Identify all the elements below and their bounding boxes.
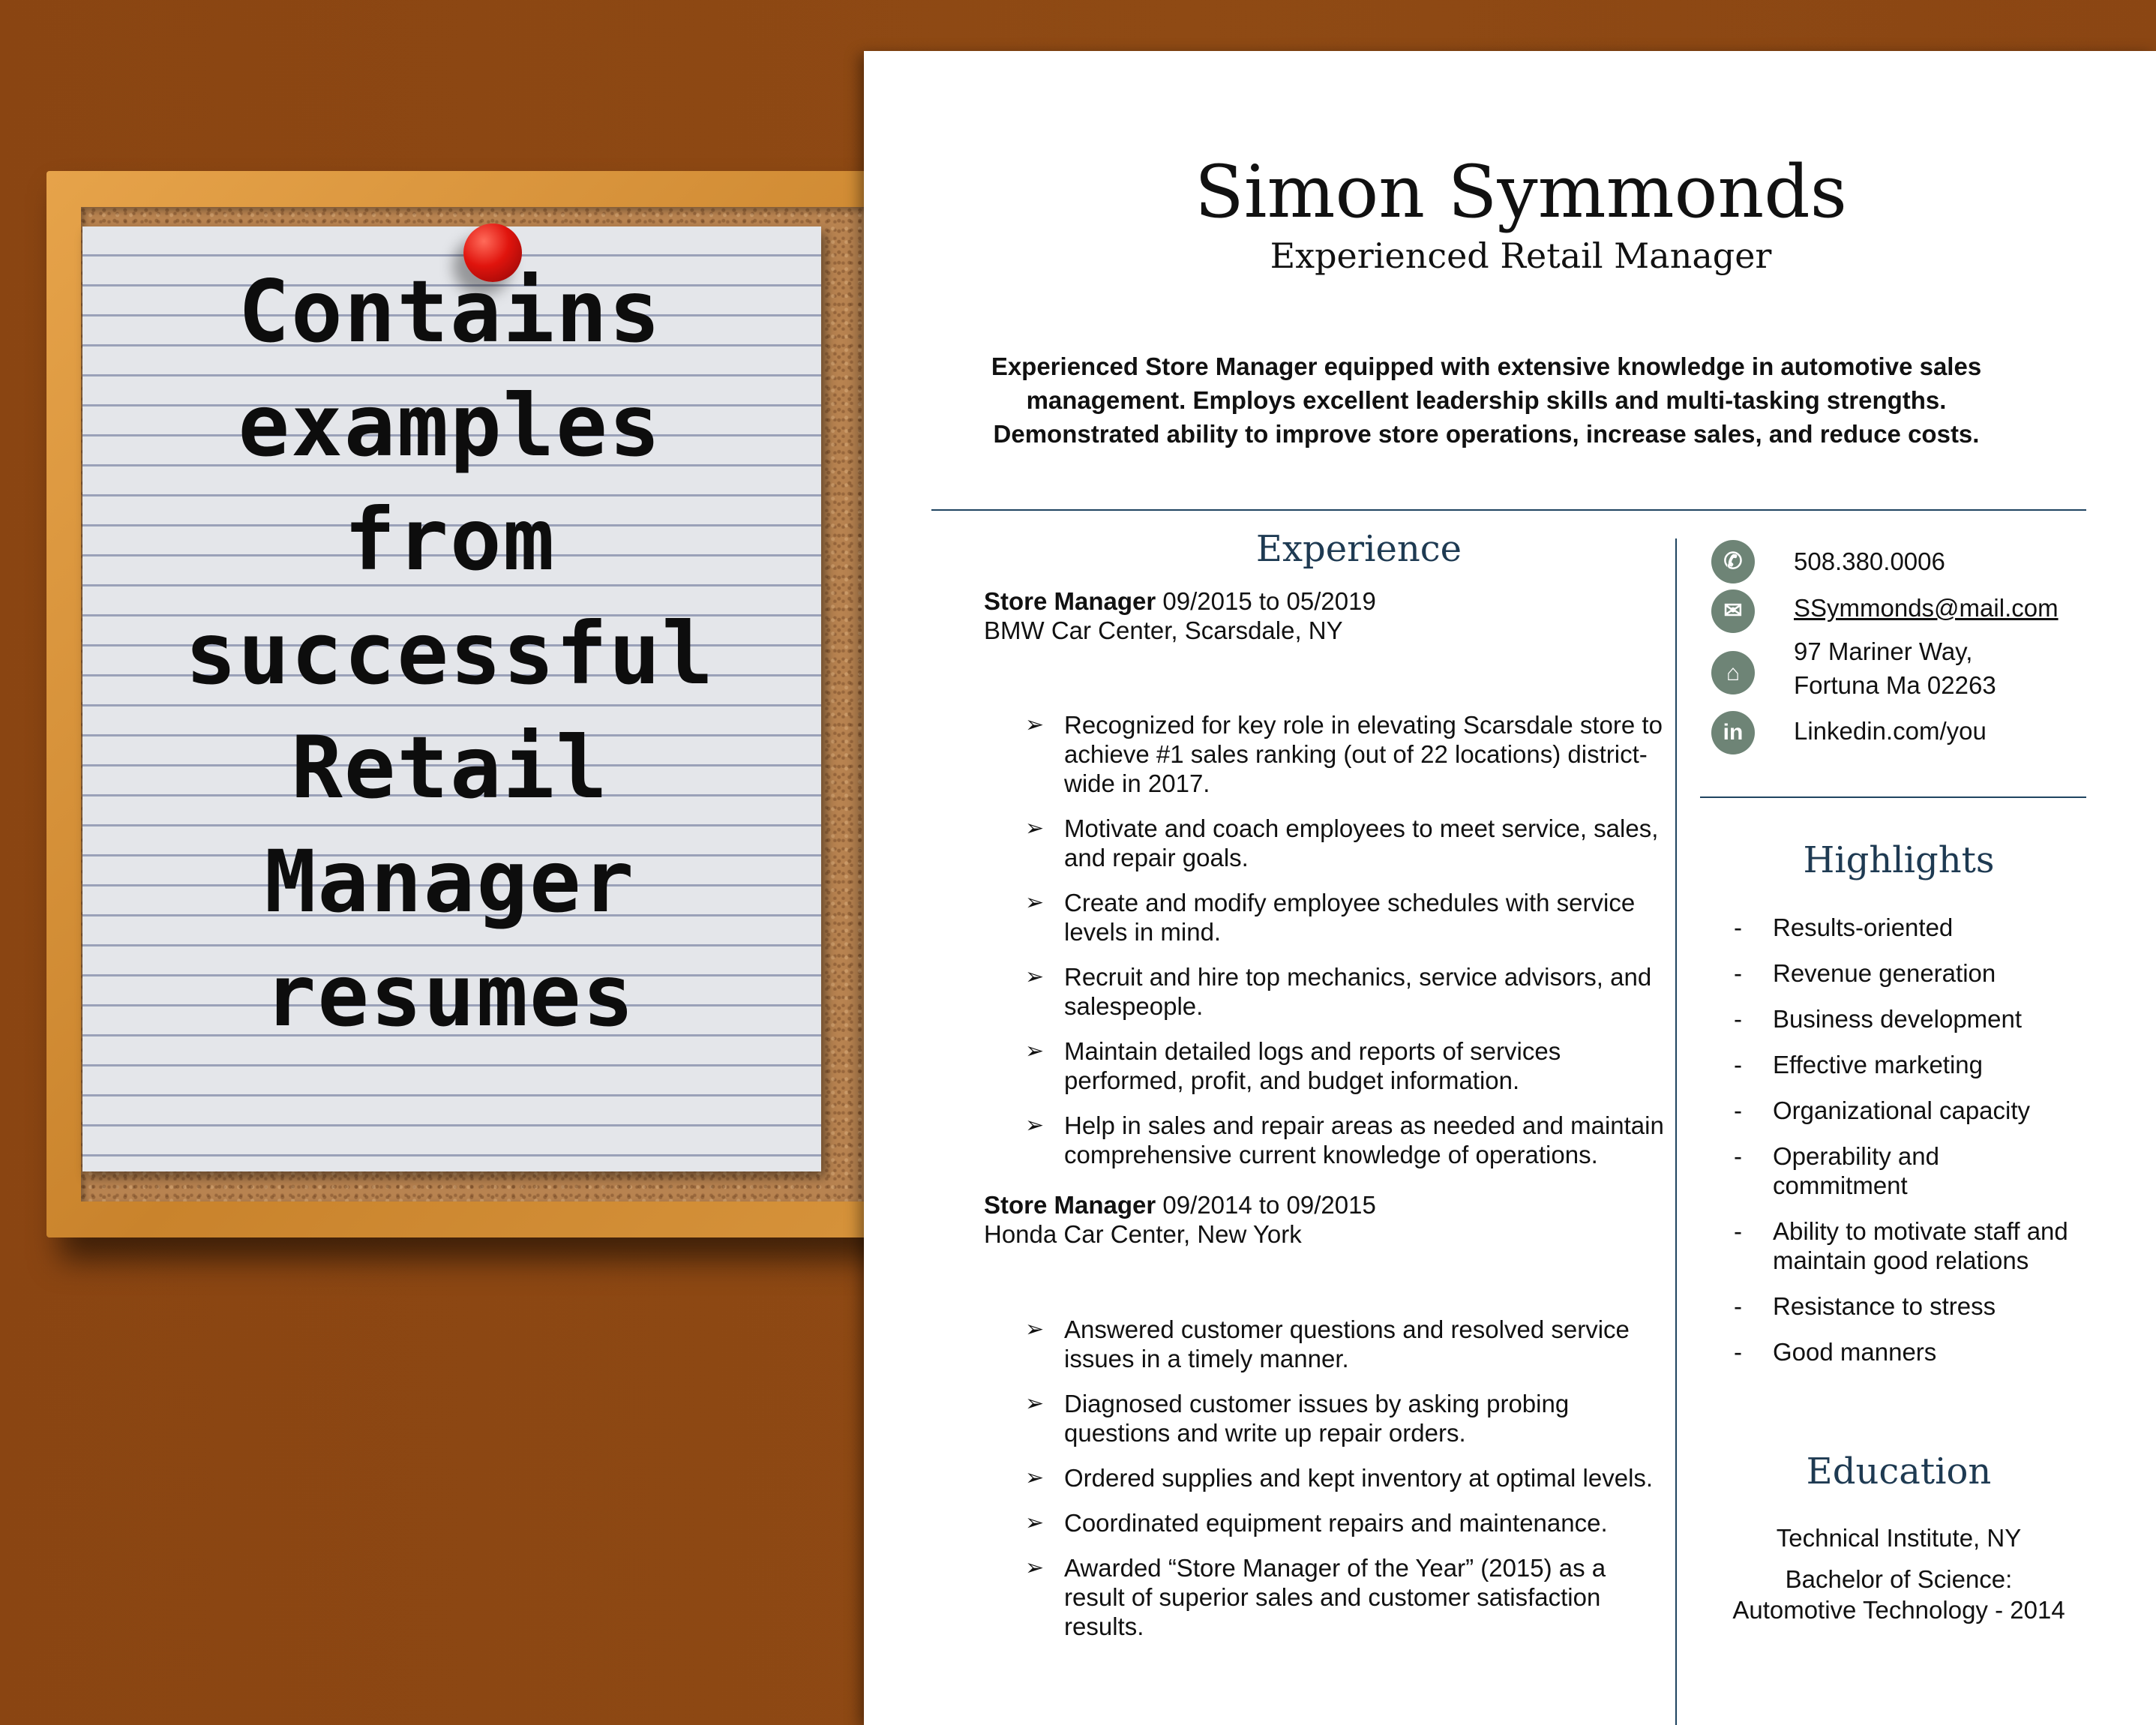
- contact-phone: ✆ 508.380.0006: [1711, 540, 2131, 584]
- resume-name: Simon Symmonds: [1194, 150, 1848, 234]
- column-divider: [1675, 538, 1677, 1725]
- note-line: Manager: [264, 832, 636, 932]
- job-bullets: [1025, 1315, 1670, 1657]
- job-company: Honda Car Center, New York: [984, 1220, 1302, 1248]
- arrow-bullet-icon: ➢: [1025, 816, 1045, 841]
- divider: [1700, 796, 2086, 798]
- list-item: ➢ Recruit and hire top mechanics, service advisors, and salespeople.: [1025, 963, 1652, 1020]
- job-header: [984, 586, 1659, 645]
- list-item: - Results-oriented: [1734, 914, 1954, 941]
- list-item: ➢ Coordinated equipment repairs and maintenance.: [1025, 1509, 1608, 1537]
- arrow-bullet-icon: ➢: [1025, 1391, 1045, 1416]
- job-role: Store Manager: [984, 1191, 1156, 1219]
- linkedin-icon: in: [1711, 711, 1755, 754]
- arrow-bullet-icon: ➢: [1025, 1317, 1045, 1342]
- job-dates: 09/2015 to 05/2019: [1162, 587, 1376, 615]
- arrow-bullet-icon: ➢: [1025, 1556, 1045, 1580]
- job-role: Store Manager: [984, 587, 1156, 615]
- note-handwritten-text: [112, 255, 787, 1053]
- phone-icon: ✆: [1711, 540, 1755, 584]
- home-icon: ⌂: [1711, 651, 1755, 694]
- list-item: - Organizational capacity: [1734, 1096, 2031, 1124]
- list-item: ➢ Maintain detailed logs and reports of services performed, profit, and budget information.: [1025, 1037, 1561, 1094]
- note-line: from: [343, 490, 556, 590]
- contact-list: [1711, 540, 2131, 748]
- list-item: - Effective marketing: [1734, 1051, 1984, 1078]
- resume-page: [864, 51, 2156, 1725]
- list-item: ➢ Recognized for key role in elevating Scarsdale store to achieve #1 sales ranking (out of 22 locations) district-wide in 2017.: [1025, 711, 1663, 797]
- list-item: ➢ Ordered supplies and kept inventory at optimal levels.: [1025, 1464, 1654, 1492]
- list-item: - Resistance to stress: [1734, 1292, 1996, 1320]
- education-school: Technical Institute, NY: [1776, 1524, 2022, 1552]
- contact-email[interactable]: [1711, 586, 2131, 630]
- list-item: ➢ Answered customer questions and resolved service issues in a timely manner.: [1025, 1316, 1630, 1372]
- arrow-bullet-icon: ➢: [1025, 890, 1045, 915]
- list-item: ➢ Motivate and coach employees to meet service, sales, and repair goals.: [1025, 814, 1659, 872]
- arrow-bullet-icon: ➢: [1025, 1113, 1045, 1138]
- list-item: ➢ Help in sales and repair areas as needed and maintain comprehensive current knowledge of operations.: [1025, 1112, 1664, 1168]
- note-line: Retail: [291, 718, 609, 818]
- highlights-heading: Highlights: [1803, 839, 1995, 881]
- job-company: BMW Car Center, Scarsdale, NY: [984, 616, 1343, 644]
- education-heading: Education: [1806, 1450, 1992, 1492]
- experience-heading: Experience: [1255, 528, 1462, 570]
- arrow-bullet-icon: ➢: [1025, 712, 1045, 737]
- resume-subtitle: Experienced Retail Manager: [1270, 236, 1772, 276]
- mail-icon: ✉: [1711, 590, 1755, 633]
- arrow-bullet-icon: ➢: [1025, 1039, 1045, 1064]
- list-item: - Ability to motivate staff and maintain good relations: [1734, 1217, 2068, 1274]
- job-bullets: [1025, 710, 1670, 1185]
- contact-linkedin[interactable]: [1711, 705, 2131, 748]
- education-degree: Bachelor of Science: Automotive Technology - 2014: [1732, 1565, 2065, 1624]
- job-dates: 09/2014 to 09/2015: [1162, 1191, 1376, 1219]
- list-item: - Business development: [1734, 1005, 2023, 1033]
- arrow-bullet-icon: ➢: [1025, 1510, 1045, 1535]
- note-line: examples: [238, 376, 662, 476]
- note-line: Contains: [238, 262, 662, 362]
- arrow-bullet-icon: ➢: [1025, 964, 1045, 989]
- list-item: ➢ Create and modify employee schedules with service levels in mind.: [1025, 889, 1636, 946]
- contact-address: ⌂ 97 Mariner Way, Fortuna Ma 02263: [1711, 633, 2131, 702]
- note-line: resumes: [264, 946, 636, 1046]
- resume-summary: Experienced Store Manager equipped with extensive knowledge in automotive sales management. Employs excellent leadership skills and multi-tasking strengths. Demonstrated ability to improve store operations, increase sales, and reduce costs.: [991, 352, 1982, 448]
- list-item: - Good manners: [1734, 1338, 1937, 1366]
- arrow-bullet-icon: ➢: [1025, 1466, 1045, 1490]
- email-link[interactable]: SSymmonds@mail.com: [1794, 594, 2059, 622]
- list-item: - Operability and commitment: [1734, 1142, 1939, 1199]
- list-item: ➢ Diagnosed customer issues by asking probing questions and write up repair orders.: [1025, 1390, 1570, 1447]
- list-item: - Revenue generation: [1734, 959, 1996, 987]
- note-line: successful: [184, 604, 715, 704]
- linkedin-link[interactable]: Linkedin.com/you: [1794, 717, 1987, 745]
- divider: [931, 509, 2086, 511]
- highlights-list: [1734, 913, 2109, 1383]
- list-item: ➢ Awarded “Store Manager of the Year” (2015) as a result of superior sales and customer satisfaction results.: [1025, 1554, 1606, 1640]
- job-header: [984, 1190, 1659, 1249]
